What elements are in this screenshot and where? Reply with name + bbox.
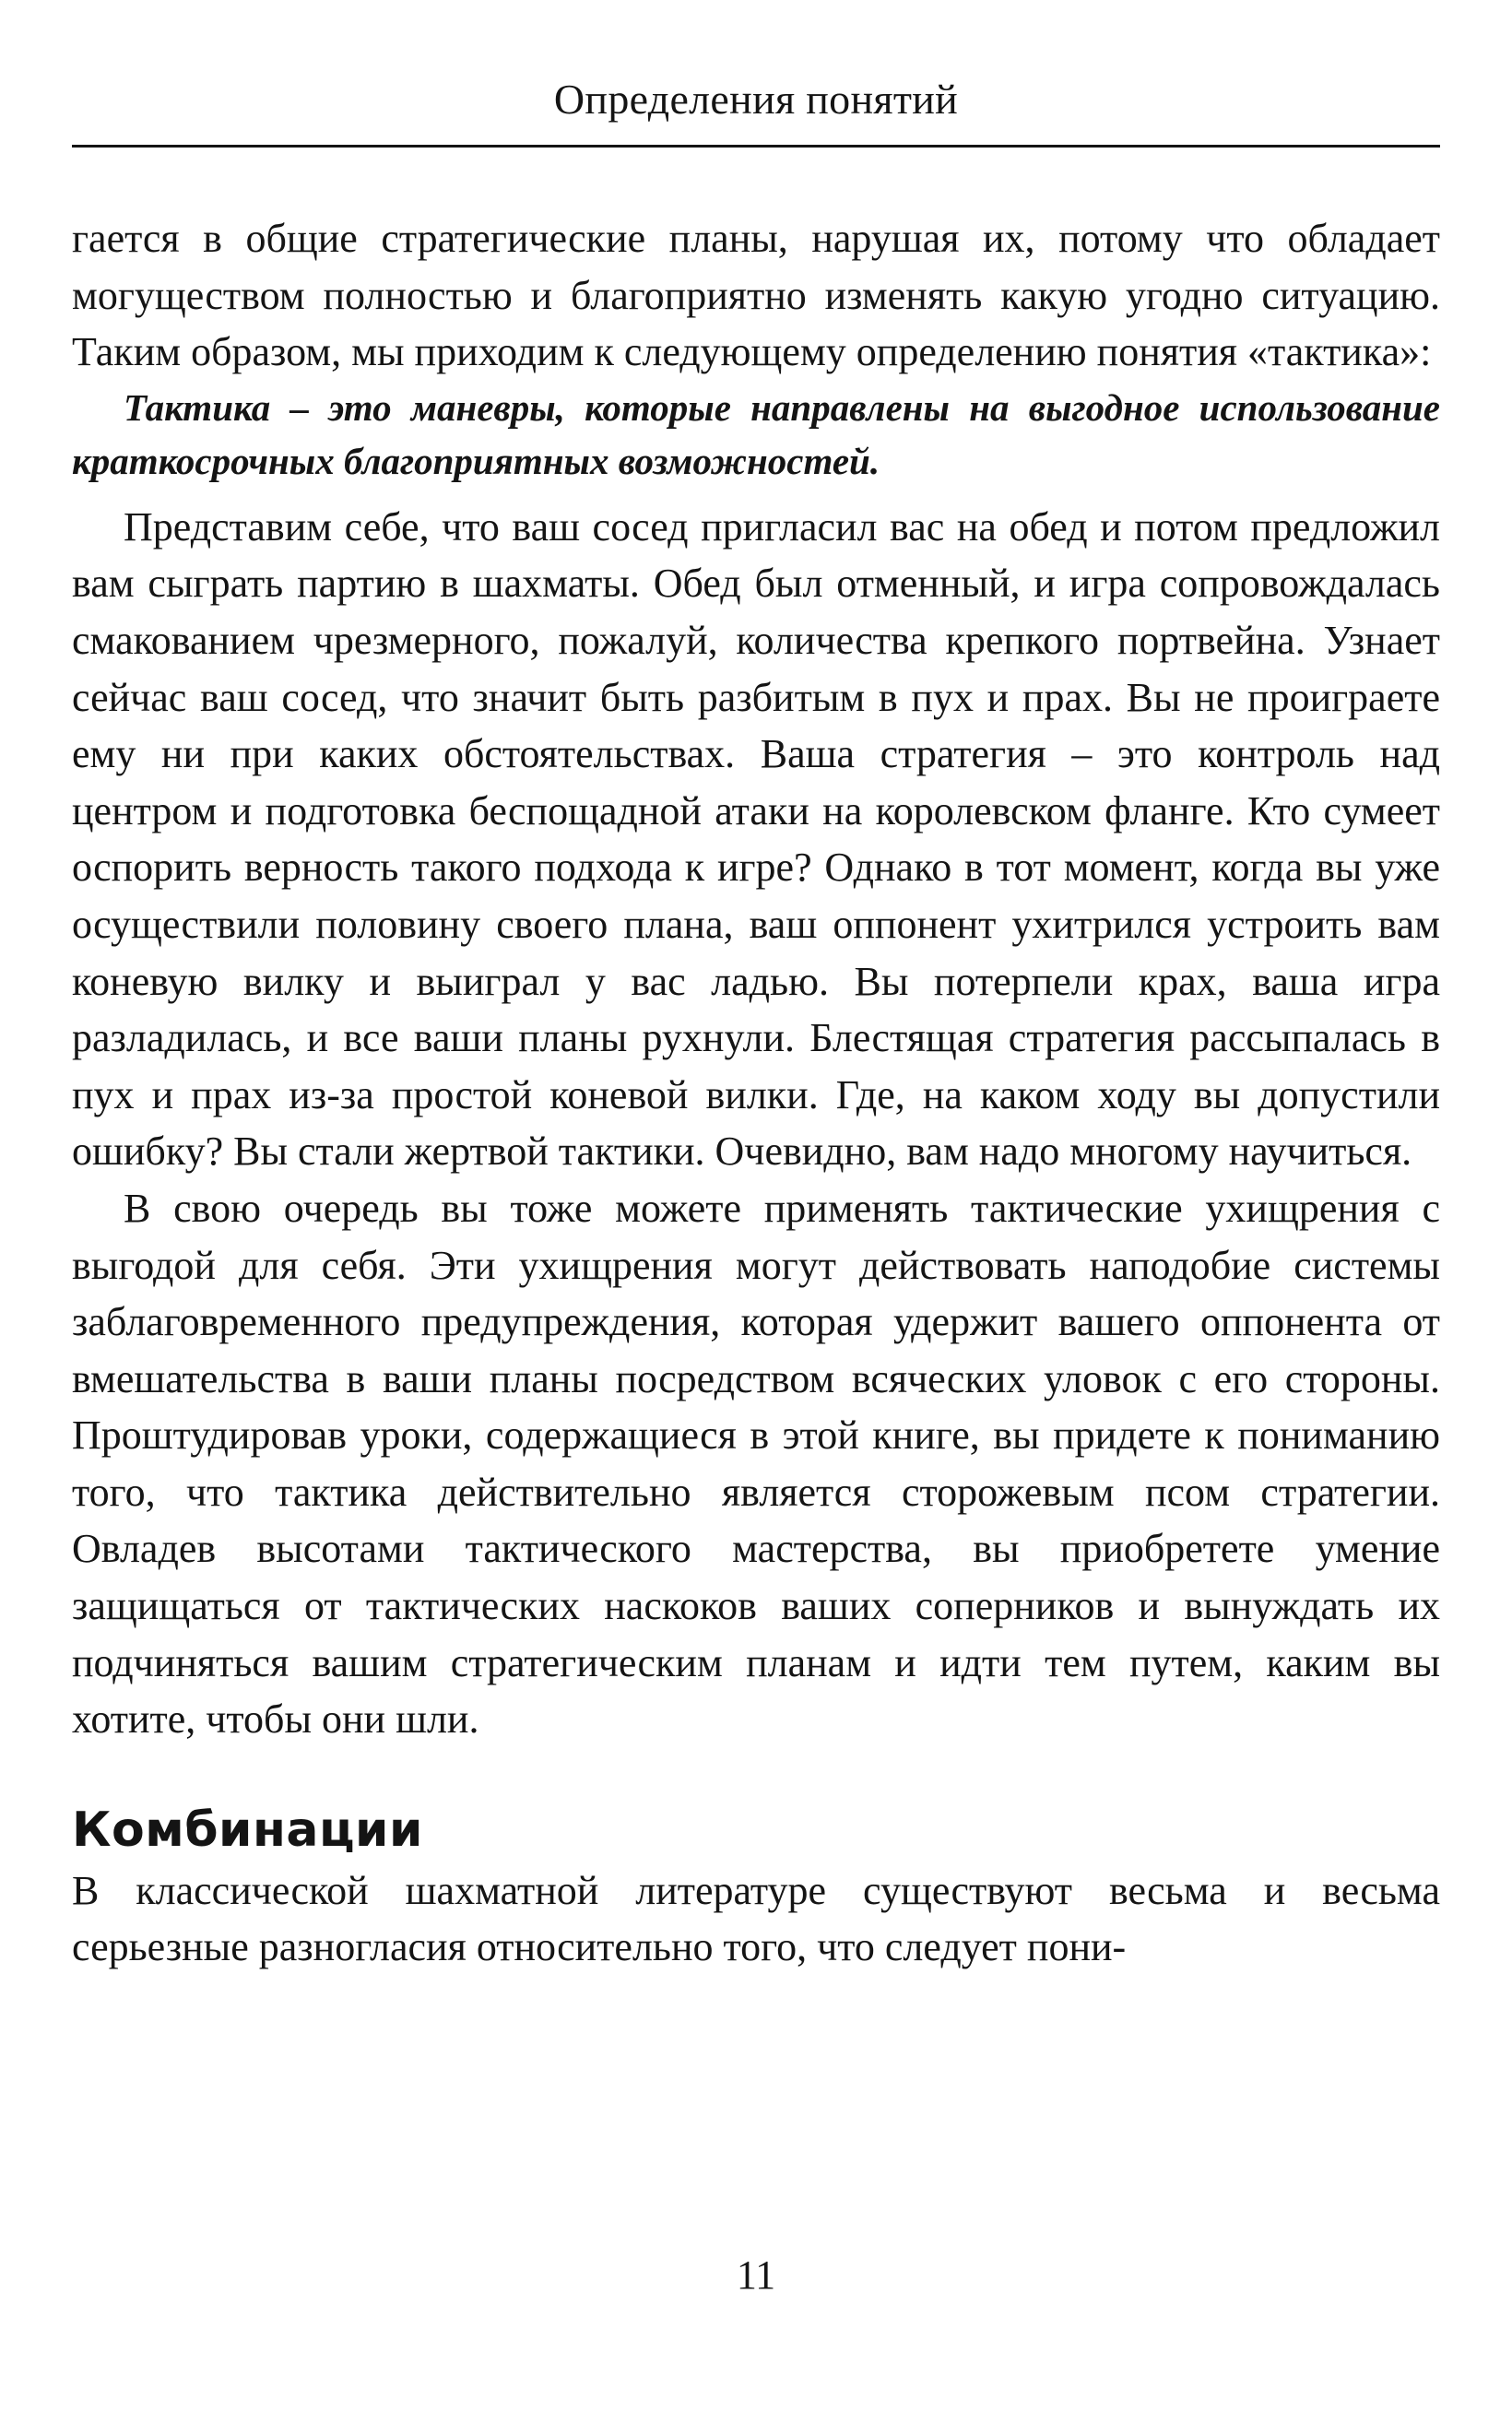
paragraph-tactical-tricks: В свою очередь вы тоже можете применять тактические ухищрения с выгодой для себя. Эти ухищрения могут действовать наподобие системы заблаговременного предупреждения, которая удержит вашего оппонента от вмешательства в ваши планы посредством всяческих уловок с его стороны. Проштудировав уроки, содержащиеся в этой книге, вы придете к пониманию того, что тактика действительно является сторожевым псом стратегии. Овладев высотами тактического мастерства, вы приобретете умение защищаться от тактических наскоков ваших соперников и вынуждать их подчиняться вашим стратегическим планам и идти тем путем, каким вы хотите, чтобы они шли. (72, 1185, 1440, 1743)
header-rule (72, 145, 1440, 148)
paragraph-combinations-intro: В классической шахматной литературе существуют весьма и весьма серьезные разногласия относительно того, что следует пони- (72, 1867, 1440, 1970)
section-heading-combinations: Комбинации (72, 1802, 423, 1858)
paragraph-neighbor-game: Представим себе, что ваш сосед пригласил вас на обед и потом предложил вам сыграть партию в шахматы. Обед был отменный, и игра сопровождалась смакованием чрезмерного, пожалуй, количества крепкого портвейна. Узнает сейчас ваш сосед, что значит быть разбитым в пух и прах. Вы не проиграете ему ни при каких обстоятельствах. Ваша стратегия – это контроль над центром и подготовка беспощадной атаки на королевском фланге. Кто сумеет оспорить верность такого подхода к игре? Однако в тот момент, когда вы уже осуществили половину своего плана, ваш оппонент ухитрился устроить вам коневую вилку и выиграл у вас ладью. Вы потерпели крах, ваша игра разладилась, и все ваши планы рухнули. Блестящая стратегия рассыпалась в пух и прах из-за простой коневой вилки. Где, на каком ходу вы допустили ошибку? Вы стали жертвой тактики. Очевидно, вам надо многому научиться. (72, 503, 1440, 1175)
page-number: 11 (736, 2252, 776, 2298)
paragraph-continuation: гается в общие стратегические планы, нарушая их, потому что обладает могуществом полностью и благоприятно изменять какую угодно ситуацию. Таким образом, мы приходим к следующему определению понятия «тактика»: (72, 216, 1440, 375)
definition-tactics: Тактика – это маневры, которые направлены на выгодное использование краткосрочных благоприятных возможностей. (72, 385, 1440, 482)
running-head: Определения понятий (553, 76, 959, 123)
body-text (72, 210, 1440, 1976)
